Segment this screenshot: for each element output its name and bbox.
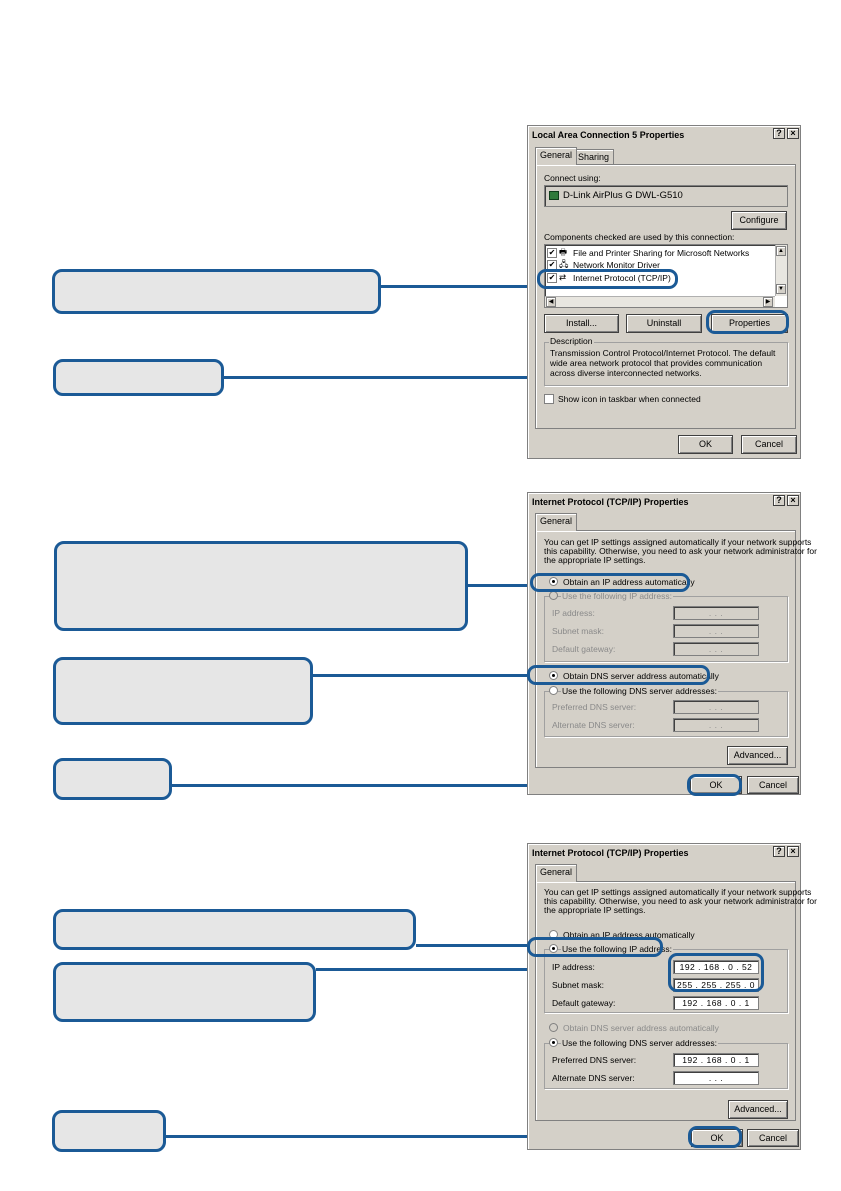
description-label: Description xyxy=(550,336,593,346)
alternate-dns-field[interactable]: . . . xyxy=(673,718,759,732)
component-checkbox[interactable]: ✔ xyxy=(548,260,556,269)
intro-line: You can get IP settings assigned automatically if your network supports xyxy=(544,537,812,547)
highlight-ok-button xyxy=(688,1126,742,1148)
obtain-ip-auto-label[interactable]: Obtain an IP address automatically xyxy=(563,577,695,587)
cancel-button[interactable]: Cancel xyxy=(747,776,799,794)
configure-button[interactable]: Configure xyxy=(731,211,787,230)
close-icon[interactable]: × xyxy=(787,495,799,506)
ip-address-field[interactable]: . . . xyxy=(673,606,759,620)
close-icon[interactable]: × xyxy=(787,128,799,139)
preferred-dns-label: Preferred DNS server: xyxy=(552,702,637,712)
obtain-ip-auto-label[interactable]: Obtain an IP address automatically xyxy=(563,930,695,940)
ip-address-label: IP address: xyxy=(552,608,595,618)
dialog-title: Internet Protocol (TCP/IP) Properties xyxy=(529,845,799,861)
intro-line: You can get IP settings assigned automatically if your network supports xyxy=(544,887,812,897)
use-following-ip-radio[interactable] xyxy=(549,591,558,600)
obtain-dns-auto-radio[interactable] xyxy=(549,1023,558,1032)
subnet-mask-field[interactable]: 255 . 255 . 255 . 0 xyxy=(673,978,759,992)
intro-line: this capability. Otherwise, you need to ask your network administrator for xyxy=(544,546,817,556)
scroll-right-icon[interactable]: ▶ xyxy=(763,297,773,307)
callout-select-tcpip xyxy=(52,269,381,314)
highlight-obtain-dns-auto xyxy=(527,665,710,685)
connector-line xyxy=(468,584,530,587)
highlight-properties-button xyxy=(706,310,789,334)
callout-click-ok xyxy=(53,758,172,800)
callout-use-following-ip xyxy=(53,909,416,950)
tcpip-properties-dialog-auto xyxy=(527,492,817,795)
component-checkbox[interactable]: ✔ xyxy=(548,248,556,257)
callout-obtain-dns-auto xyxy=(53,657,313,725)
components-label: Components checked are used by this connection: xyxy=(544,232,735,242)
help-icon[interactable]: ? xyxy=(773,128,785,139)
alternate-dns-label: Alternate DNS server: xyxy=(552,1073,635,1083)
default-gateway-field[interactable]: 192 . 168 . 0 . 1 xyxy=(673,996,759,1010)
preferred-dns-label: Preferred DNS server: xyxy=(552,1055,637,1065)
obtain-dns-auto-label[interactable]: Obtain DNS server address automatically xyxy=(563,1023,719,1033)
help-icon[interactable]: ? xyxy=(773,846,785,857)
callout-obtain-ip-auto xyxy=(54,541,468,631)
description-line: across diverse interconnected networks. xyxy=(550,368,702,378)
connect-using-label: Connect using: xyxy=(544,173,601,183)
description-line: wide area network protocol that provides communication xyxy=(550,358,763,368)
network-monitor-icon: 🖧 xyxy=(559,259,569,269)
subnet-mask-label: Subnet mask: xyxy=(552,980,604,990)
preferred-dns-field[interactable]: 192 . 168 . 0 . 1 xyxy=(673,1053,759,1067)
ok-button[interactable]: OK xyxy=(678,435,733,454)
component-item[interactable]: Network Monitor Driver xyxy=(573,260,660,270)
protocol-icon: ⇄ xyxy=(559,272,567,282)
help-icon[interactable]: ? xyxy=(773,495,785,506)
component-checkbox[interactable]: ✔ xyxy=(548,273,556,282)
default-gateway-label: Default gateway: xyxy=(552,998,616,1008)
adapter-name: D-Link AirPlus G DWL-G510 xyxy=(563,190,683,201)
tab-sharing[interactable]: Sharing xyxy=(573,149,614,165)
ok-button[interactable]: OK xyxy=(690,776,742,794)
use-following-ip-label[interactable]: Use the following IP address: xyxy=(562,591,672,601)
callout-click-properties xyxy=(53,359,224,396)
intro-line: this capability. Otherwise, you need to ask your network administrator for xyxy=(544,896,817,906)
tab-general[interactable]: General xyxy=(535,513,577,531)
connector-line xyxy=(381,285,540,288)
intro-line: the appropriate IP settings. xyxy=(544,905,646,915)
dialog-title: Internet Protocol (TCP/IP) Properties xyxy=(529,494,799,510)
install-button[interactable]: Install... xyxy=(544,314,619,333)
highlight-tcpip-item xyxy=(537,269,678,289)
preferred-dns-field[interactable]: . . . xyxy=(673,700,759,714)
dialog-title: Local Area Connection 5 Properties xyxy=(529,127,799,143)
ip-address-label: IP address: xyxy=(552,962,595,972)
printer-sharing-icon: 🖶 xyxy=(559,247,568,257)
properties-button[interactable]: Properties xyxy=(711,314,788,333)
scroll-up-icon[interactable]: ▲ xyxy=(776,246,786,256)
show-icon-label: Show icon in taskbar when connected xyxy=(558,394,701,404)
cancel-button[interactable]: Cancel xyxy=(741,435,797,454)
local-area-connection-properties-dialog xyxy=(527,125,801,459)
intro-line: the appropriate IP settings. xyxy=(544,555,646,565)
highlight-ip-subnet-fields xyxy=(668,953,764,992)
connector-line xyxy=(416,944,528,947)
callout-click-ok xyxy=(52,1110,166,1152)
ip-address-field[interactable]: 192 . 168 . 0 . 52 xyxy=(673,960,759,974)
scroll-down-icon[interactable]: ▼ xyxy=(776,284,786,294)
highlight-use-following-ip xyxy=(527,937,663,957)
default-gateway-field[interactable]: . . . xyxy=(673,642,759,656)
use-following-ip-label[interactable]: Use the following IP address: xyxy=(562,944,672,954)
use-following-dns-radio[interactable] xyxy=(549,1038,558,1047)
callout-enter-ip-subnet xyxy=(53,962,316,1022)
close-icon[interactable]: × xyxy=(787,846,799,857)
connector-line xyxy=(313,674,529,677)
highlight-obtain-ip-auto xyxy=(530,573,690,592)
horizontal-scrollbar[interactable] xyxy=(545,296,775,307)
use-following-dns-radio[interactable] xyxy=(549,686,558,695)
component-item-tcpip[interactable]: Internet Protocol (TCP/IP) xyxy=(573,273,671,283)
tab-general[interactable]: General xyxy=(535,147,577,165)
alternate-dns-field[interactable]: . . . xyxy=(673,1071,759,1085)
alternate-dns-label: Alternate DNS server: xyxy=(552,720,635,730)
advanced-button[interactable]: Advanced... xyxy=(728,1100,788,1119)
component-item[interactable]: File and Printer Sharing for Microsoft Networks xyxy=(573,248,750,258)
advanced-button[interactable]: Advanced... xyxy=(727,746,788,765)
ok-button[interactable]: OK xyxy=(691,1129,743,1147)
highlight-ok-button xyxy=(687,774,742,796)
network-adapter-icon xyxy=(549,191,559,200)
scroll-left-icon[interactable]: ◀ xyxy=(546,297,556,307)
show-icon-checkbox[interactable] xyxy=(544,394,554,404)
use-following-dns-label[interactable]: Use the following DNS server addresses: xyxy=(562,686,717,696)
default-gateway-label: Default gateway: xyxy=(552,644,616,654)
obtain-dns-auto-label[interactable]: Obtain DNS server address automatically xyxy=(563,671,719,681)
tab-general[interactable]: General xyxy=(535,864,577,882)
subnet-mask-field[interactable]: . . . xyxy=(673,624,759,638)
description-line: Transmission Control Protocol/Internet Protocol. The default xyxy=(550,348,776,358)
uninstall-button[interactable]: Uninstall xyxy=(626,314,702,333)
use-following-dns-label[interactable]: Use the following DNS server addresses: xyxy=(562,1038,717,1048)
subnet-mask-label: Subnet mask: xyxy=(552,626,604,636)
cancel-button[interactable]: Cancel xyxy=(747,1129,799,1147)
tcpip-properties-dialog-static xyxy=(527,843,817,1150)
